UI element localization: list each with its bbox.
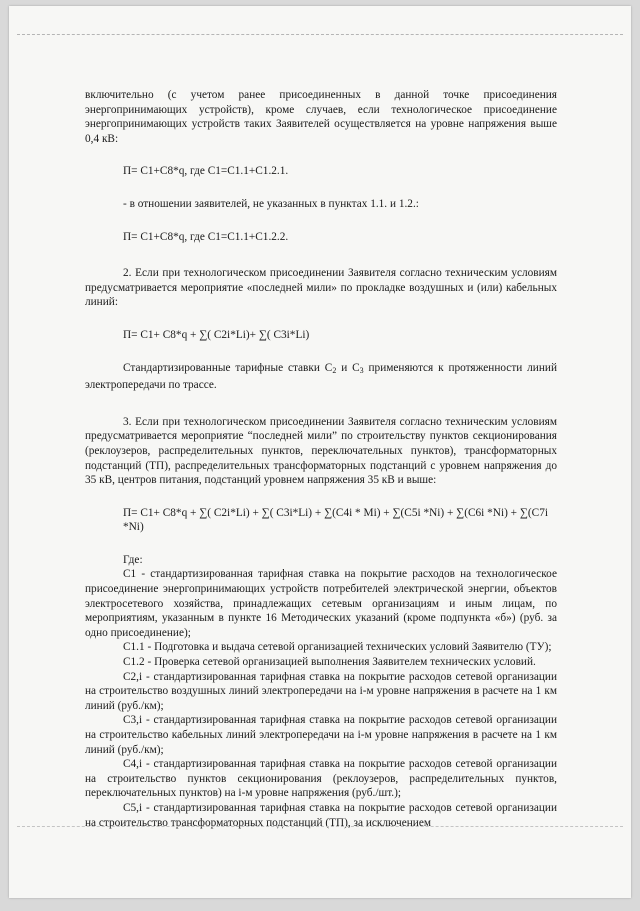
definition-c5: С5,i - стандартизированная тарифная ставка на покрытие расходов сетевой организации на строительство трансформаторных подстанций (ТП), за исключением: [85, 801, 557, 829]
where-label: Где:: [123, 553, 143, 566]
definition-c1-2: С1.2 - Проверка сетевой организацией выполнения Заявителем технических условий.: [123, 656, 536, 669]
definition-c1-1: С1.1 - Подготовка и выдача сетевой организацией технических условий Заявителю (ТУ);: [123, 641, 552, 654]
paragraph-3: 3. Если при технологическом присоединении Заявителя согласно техническим условиям предусматривается мероприятие “последней мили” по строительству пунктов секционирования (реклоузеров, распределительных пунктов, переключательных пунктов), трансформаторных подстанций (ТП), распределительных трансформаторных подстанций с уровнем напряжения до 35 кВ, центров питания, подстанций уровнем напряжения 35 кВ и выше:: [85, 415, 557, 487]
definition-c3: С3,i - стандартизированная тарифная ставка на покрытие расходов сетевой организации на строительство кабельных линий электропередачи на i-м уровне напряжения в расчете на 1 км линий (руб./км);: [85, 714, 557, 756]
formula-3: П= С1+ С8*q + ∑( С2i*Li)+ ∑( С3i*Li): [123, 328, 310, 341]
formula-2: П= С1+С8*q, где С1=С1.1+С1.2.2.: [123, 230, 289, 243]
scan-artifact-bottom: [17, 826, 623, 827]
std-text-a: Стандартизированные тарифные ставки С: [123, 361, 333, 374]
std-text-b: и С: [336, 361, 360, 374]
document-body: [85, 88, 557, 830]
definition-c1: С1 - стандартизированная тарифная ставка на покрытие расходов на технологическое присоединение энергопринимающих устройств потребителей электрической энергии, объектов электросетевого хозяйства, принадлежащих сетевым организациям и иным лицам, по мероприятиям, указанным в пункте 16 Методических указаний (кроме подпункта «б») (руб. за одно присоединение);: [85, 568, 557, 639]
other-applicants-paragraph: - в отношении заявителей, не указанных в пунктах 1.1. и 1.2.:: [123, 197, 419, 210]
standardized-rates-paragraph: [85, 361, 557, 393]
definition-c2: С2,i - стандартизированная тарифная ставка на покрытие расходов сетевой организации на строительство воздушных линий электропередачи на i-м уровне напряжения в расчете на 1 км линий (руб./км);: [85, 670, 557, 712]
std-sub-2: 2: [332, 365, 337, 375]
definition-c4: С4,i - стандартизированная тарифная ставка на покрытие расходов сетевой организации на строительство пунктов секционирования (реклоузеров, распределительных пунктов, переключательных пунктов) на i-м уровне напряжения (руб./шт.);: [85, 758, 557, 800]
std-text-c: применяются к протяженности линий электропередачи по трассе.: [85, 361, 557, 392]
formula-1: П= С1+С8*q, где С1=С1.1+С1.2.1.: [123, 165, 289, 178]
intro-paragraph: включительно (с учетом ранее присоединенных в данной точке присоединения энергопринимающих устройств), кроме случаев, если технологическое присоединение энергопринимающих устройств таких Заявителей осуществляется на уровне напряжения выше 0,4 кВ:: [85, 89, 557, 145]
std-sub-3: 3: [359, 365, 364, 375]
document-page: [9, 6, 631, 898]
formula-4: П= С1+ С8*q + ∑( С2i*Li) + ∑( С3i*Li) + ∑(С4i * Mi) + ∑(С5i *Ni) + ∑(С6i *Ni) + ∑(С7i *Ni): [123, 506, 549, 534]
paragraph-2: 2. Если при технологическом присоединении Заявителя согласно техническим условиям предусматривается мероприятие «последней мили» по прокладке воздушных и (или) кабельных линий:: [85, 267, 557, 309]
scan-artifact-top: [17, 34, 623, 35]
